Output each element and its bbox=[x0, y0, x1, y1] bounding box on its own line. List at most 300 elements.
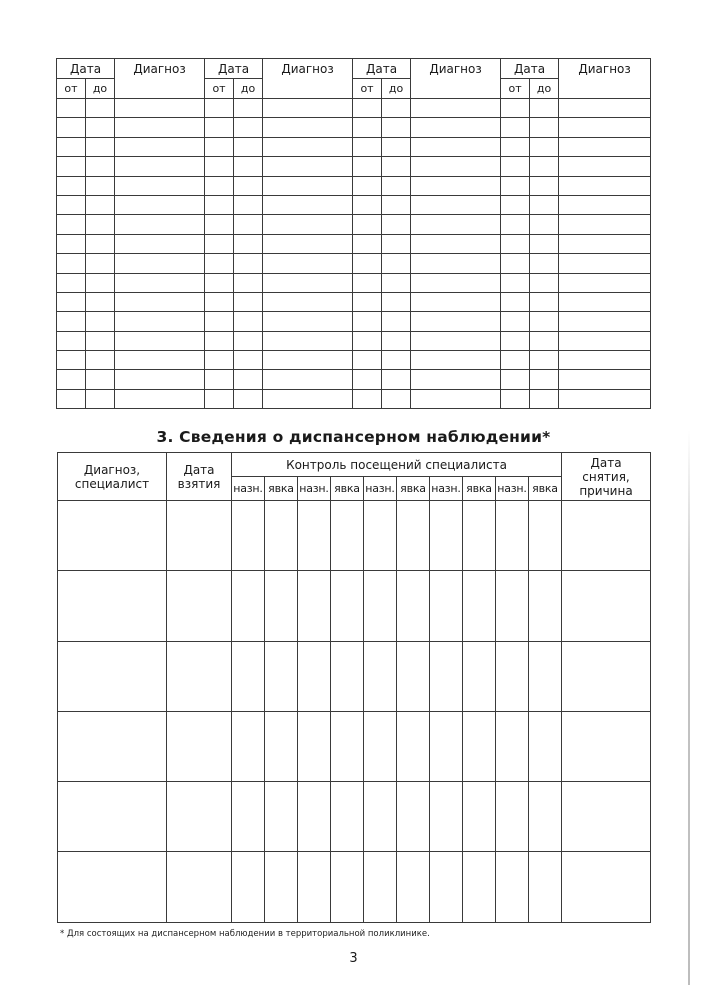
attendance-cell[interactable] bbox=[397, 852, 430, 922]
date-to-cell[interactable] bbox=[530, 370, 559, 389]
diagnosis-cell[interactable] bbox=[559, 312, 651, 331]
attendance-cell[interactable] bbox=[331, 501, 364, 571]
date-removed-cell[interactable] bbox=[562, 571, 651, 641]
diagnosis-cell[interactable] bbox=[115, 176, 205, 195]
diagnosis-cell[interactable] bbox=[559, 273, 651, 292]
date-from-cell[interactable] bbox=[57, 292, 86, 311]
date-from-cell[interactable] bbox=[57, 137, 86, 156]
diagnosis-cell[interactable] bbox=[411, 99, 501, 118]
date-from-cell[interactable] bbox=[205, 370, 234, 389]
attendance-cell[interactable] bbox=[331, 641, 364, 711]
diagnosis-cell[interactable] bbox=[411, 176, 501, 195]
diagnosis-cell[interactable] bbox=[263, 389, 353, 408]
date-from-cell[interactable] bbox=[205, 157, 234, 176]
diagnosis-specialist-cell[interactable] bbox=[58, 852, 167, 922]
date-from-cell[interactable] bbox=[205, 99, 234, 118]
date-to-cell[interactable] bbox=[234, 273, 263, 292]
diagnosis-header: Диагноз bbox=[411, 59, 501, 99]
assigned-header: назн. bbox=[232, 477, 265, 501]
diagnosis-header: Диагноз bbox=[559, 59, 651, 99]
date-from-cell[interactable] bbox=[353, 273, 382, 292]
date-from-cell[interactable] bbox=[205, 351, 234, 370]
assigned-cell[interactable] bbox=[232, 852, 265, 922]
date-from-cell[interactable] bbox=[501, 389, 530, 408]
assigned-cell[interactable] bbox=[430, 571, 463, 641]
attendance-cell[interactable] bbox=[529, 571, 562, 641]
date-from-cell[interactable] bbox=[205, 215, 234, 234]
date-to-cell[interactable] bbox=[234, 195, 263, 214]
assigned-cell[interactable] bbox=[430, 501, 463, 571]
table-row bbox=[57, 157, 651, 176]
date-to-cell[interactable] bbox=[382, 215, 411, 234]
diagnosis-cell[interactable] bbox=[411, 215, 501, 234]
date-from-cell[interactable] bbox=[205, 312, 234, 331]
date-from-cell[interactable] bbox=[353, 118, 382, 137]
date-from-cell[interactable] bbox=[57, 99, 86, 118]
date-to-cell[interactable] bbox=[86, 215, 115, 234]
diagnosis-cell[interactable] bbox=[263, 118, 353, 137]
date-removed-cell[interactable] bbox=[562, 641, 651, 711]
diagnosis-cell[interactable] bbox=[263, 99, 353, 118]
date-from-cell[interactable] bbox=[57, 118, 86, 137]
date-from-cell[interactable] bbox=[57, 176, 86, 195]
attendance-cell[interactable] bbox=[529, 501, 562, 571]
date-to-cell[interactable] bbox=[86, 137, 115, 156]
attendance-cell[interactable] bbox=[397, 501, 430, 571]
assigned-cell[interactable] bbox=[364, 641, 397, 711]
date-to-cell[interactable] bbox=[382, 312, 411, 331]
date-from-cell[interactable] bbox=[501, 99, 530, 118]
attendance-cell[interactable] bbox=[331, 782, 364, 852]
date-to-cell[interactable] bbox=[382, 254, 411, 273]
diagnosis-cell[interactable] bbox=[263, 254, 353, 273]
attendance-cell[interactable] bbox=[397, 782, 430, 852]
diagnosis-cell[interactable] bbox=[559, 99, 651, 118]
table-row bbox=[57, 273, 651, 292]
diagnosis-cell[interactable] bbox=[115, 370, 205, 389]
date-from-cell[interactable] bbox=[353, 137, 382, 156]
date-header: Дата bbox=[57, 59, 115, 79]
diagnosis-cell[interactable] bbox=[115, 118, 205, 137]
diagnosis-cell[interactable] bbox=[559, 176, 651, 195]
footnote: * Для состоящих на диспансерном наблюдении в территориальной поликлинике. bbox=[60, 929, 430, 939]
assigned-cell[interactable] bbox=[496, 501, 529, 571]
diagnosis-cell[interactable] bbox=[115, 215, 205, 234]
diagnosis-cell[interactable] bbox=[411, 234, 501, 253]
date-from-cell[interactable] bbox=[57, 273, 86, 292]
assigned-cell[interactable] bbox=[364, 782, 397, 852]
date-to-cell[interactable] bbox=[234, 292, 263, 311]
diagnosis-cell[interactable] bbox=[263, 351, 353, 370]
date-to-cell[interactable] bbox=[530, 351, 559, 370]
date-from-cell[interactable] bbox=[501, 331, 530, 350]
assigned-cell[interactable] bbox=[430, 852, 463, 922]
table-row bbox=[57, 370, 651, 389]
date-to-cell[interactable] bbox=[86, 351, 115, 370]
date-from-cell[interactable] bbox=[353, 331, 382, 350]
date-from-cell[interactable] bbox=[501, 234, 530, 253]
attendance-cell[interactable] bbox=[331, 571, 364, 641]
attendance-header: явка bbox=[397, 477, 430, 501]
diagnosis-cell[interactable] bbox=[559, 137, 651, 156]
date-to-cell[interactable] bbox=[382, 273, 411, 292]
diagnosis-cell[interactable] bbox=[263, 215, 353, 234]
table-row bbox=[58, 711, 651, 781]
assigned-cell[interactable] bbox=[232, 641, 265, 711]
date-from-cell[interactable] bbox=[57, 331, 86, 350]
attendance-cell[interactable] bbox=[463, 852, 496, 922]
diagnosis-specialist-cell[interactable] bbox=[58, 501, 167, 571]
date-to-cell[interactable] bbox=[86, 118, 115, 137]
date-to-cell[interactable] bbox=[234, 254, 263, 273]
date-taken-cell[interactable] bbox=[167, 501, 232, 571]
date-to-cell[interactable] bbox=[382, 331, 411, 350]
date-to-cell[interactable] bbox=[86, 273, 115, 292]
diagnosis-cell[interactable] bbox=[411, 312, 501, 331]
date-from-cell[interactable] bbox=[501, 215, 530, 234]
date-to-cell[interactable] bbox=[86, 176, 115, 195]
date-to-cell[interactable] bbox=[530, 331, 559, 350]
diagnosis-cell[interactable] bbox=[411, 389, 501, 408]
date-from-cell[interactable] bbox=[501, 292, 530, 311]
assigned-cell[interactable] bbox=[298, 782, 331, 852]
date-to-cell[interactable] bbox=[382, 99, 411, 118]
attendance-cell[interactable] bbox=[331, 852, 364, 922]
assigned-cell[interactable] bbox=[232, 571, 265, 641]
attendance-cell[interactable] bbox=[529, 852, 562, 922]
table-row bbox=[58, 852, 651, 922]
date-header: Дата bbox=[353, 59, 411, 79]
date-from-cell[interactable] bbox=[205, 234, 234, 253]
diagnosis-cell[interactable] bbox=[263, 273, 353, 292]
diagnosis-cell[interactable] bbox=[115, 292, 205, 311]
assigned-cell[interactable] bbox=[298, 852, 331, 922]
date-to-cell[interactable] bbox=[382, 176, 411, 195]
diagnosis-cell[interactable] bbox=[559, 157, 651, 176]
assigned-cell[interactable] bbox=[364, 852, 397, 922]
diagnosis-cell[interactable] bbox=[559, 118, 651, 137]
assigned-cell[interactable] bbox=[496, 641, 529, 711]
date-to-cell[interactable] bbox=[530, 176, 559, 195]
date-from-cell[interactable] bbox=[353, 351, 382, 370]
diagnosis-cell[interactable] bbox=[411, 137, 501, 156]
assigned-cell[interactable] bbox=[430, 711, 463, 781]
date-to-cell[interactable] bbox=[86, 292, 115, 311]
date-header: Дата bbox=[205, 59, 263, 79]
diagnosis-specialist-cell[interactable] bbox=[58, 571, 167, 641]
date-to-cell[interactable] bbox=[530, 312, 559, 331]
diagnosis-cell[interactable] bbox=[559, 234, 651, 253]
date-from-cell[interactable] bbox=[501, 370, 530, 389]
diagnosis-cell[interactable] bbox=[263, 292, 353, 311]
date-from-cell[interactable] bbox=[501, 195, 530, 214]
attendance-cell[interactable] bbox=[397, 711, 430, 781]
table-row bbox=[57, 118, 651, 137]
date-from-cell[interactable] bbox=[205, 137, 234, 156]
dispensary-table-body bbox=[58, 501, 651, 923]
date-taken-cell[interactable] bbox=[167, 641, 232, 711]
date-to-cell[interactable] bbox=[382, 137, 411, 156]
date-to-cell[interactable] bbox=[234, 312, 263, 331]
diagnosis-cell[interactable] bbox=[559, 389, 651, 408]
date-to-cell[interactable] bbox=[234, 389, 263, 408]
assigned-cell[interactable] bbox=[364, 501, 397, 571]
date-from-cell[interactable] bbox=[57, 234, 86, 253]
date-to-cell[interactable] bbox=[530, 292, 559, 311]
date-removed-cell[interactable] bbox=[562, 852, 651, 922]
date-to-cell[interactable] bbox=[530, 195, 559, 214]
date-from-cell[interactable] bbox=[353, 254, 382, 273]
date-to-header: до bbox=[86, 79, 115, 99]
diagnosis-cell[interactable] bbox=[263, 176, 353, 195]
assigned-cell[interactable] bbox=[232, 501, 265, 571]
date-from-cell[interactable] bbox=[353, 176, 382, 195]
date-to-cell[interactable] bbox=[382, 389, 411, 408]
date-to-cell[interactable] bbox=[530, 389, 559, 408]
date-to-cell[interactable] bbox=[234, 176, 263, 195]
diagnosis-cell[interactable] bbox=[263, 312, 353, 331]
attendance-cell[interactable] bbox=[265, 852, 298, 922]
date-from-cell[interactable] bbox=[353, 215, 382, 234]
date-to-header: до bbox=[382, 79, 411, 99]
attendance-cell[interactable] bbox=[529, 782, 562, 852]
date-to-cell[interactable] bbox=[86, 389, 115, 408]
diagnosis-specialist-header: Диагноз, специалист bbox=[58, 453, 167, 501]
diagnosis-cell[interactable] bbox=[115, 273, 205, 292]
assigned-cell[interactable] bbox=[232, 782, 265, 852]
assigned-header: назн. bbox=[364, 477, 397, 501]
assigned-cell[interactable] bbox=[430, 782, 463, 852]
date-from-cell[interactable] bbox=[501, 118, 530, 137]
date-to-cell[interactable] bbox=[86, 312, 115, 331]
diagnosis-cell[interactable] bbox=[263, 234, 353, 253]
date-taken-cell[interactable] bbox=[167, 571, 232, 641]
diagnosis-cell[interactable] bbox=[559, 254, 651, 273]
date-from-cell[interactable] bbox=[57, 351, 86, 370]
date-taken-cell[interactable] bbox=[167, 711, 232, 781]
date-to-cell[interactable] bbox=[234, 157, 263, 176]
date-from-cell[interactable] bbox=[205, 273, 234, 292]
diagnosis-cell[interactable] bbox=[115, 157, 205, 176]
diagnosis-cell[interactable] bbox=[115, 312, 205, 331]
date-from-cell[interactable] bbox=[501, 254, 530, 273]
diagnosis-cell[interactable] bbox=[115, 351, 205, 370]
attendance-cell[interactable] bbox=[265, 782, 298, 852]
diagnosis-cell[interactable] bbox=[115, 99, 205, 118]
date-to-header: до bbox=[234, 79, 263, 99]
date-to-cell[interactable] bbox=[234, 99, 263, 118]
date-from-cell[interactable] bbox=[57, 157, 86, 176]
diagnosis-cell[interactable] bbox=[559, 370, 651, 389]
diagnosis-cell[interactable] bbox=[411, 331, 501, 350]
date-to-cell[interactable] bbox=[382, 195, 411, 214]
diagnosis-cell[interactable] bbox=[411, 351, 501, 370]
table-row bbox=[57, 234, 651, 253]
date-from-header: от bbox=[57, 79, 86, 99]
date-to-cell[interactable] bbox=[530, 99, 559, 118]
date-from-cell[interactable] bbox=[57, 195, 86, 214]
diagnosis-cell[interactable] bbox=[115, 389, 205, 408]
date-from-cell[interactable] bbox=[205, 118, 234, 137]
attendance-cell[interactable] bbox=[397, 641, 430, 711]
diagnosis-cell[interactable] bbox=[115, 331, 205, 350]
date-to-cell[interactable] bbox=[530, 215, 559, 234]
diagnosis-cell[interactable] bbox=[411, 157, 501, 176]
date-from-cell[interactable] bbox=[57, 215, 86, 234]
attendance-cell[interactable] bbox=[463, 782, 496, 852]
attendance-header: явка bbox=[331, 477, 364, 501]
date-from-cell[interactable] bbox=[57, 254, 86, 273]
date-from-cell[interactable] bbox=[353, 99, 382, 118]
assigned-cell[interactable] bbox=[232, 711, 265, 781]
assigned-cell[interactable] bbox=[496, 711, 529, 781]
date-to-cell[interactable] bbox=[234, 137, 263, 156]
date-to-cell[interactable] bbox=[234, 118, 263, 137]
assigned-cell[interactable] bbox=[496, 852, 529, 922]
attendance-cell[interactable] bbox=[397, 571, 430, 641]
date-to-cell[interactable] bbox=[382, 370, 411, 389]
date-from-cell[interactable] bbox=[353, 157, 382, 176]
attendance-header: явка bbox=[265, 477, 298, 501]
attendance-cell[interactable] bbox=[463, 501, 496, 571]
visit-control-header: Контроль посещений специалиста bbox=[232, 453, 562, 477]
attendance-cell[interactable] bbox=[463, 571, 496, 641]
date-to-cell[interactable] bbox=[382, 234, 411, 253]
date-removed-cell[interactable] bbox=[562, 501, 651, 571]
date-to-cell[interactable] bbox=[382, 118, 411, 137]
date-to-cell[interactable] bbox=[86, 254, 115, 273]
diagnosis-cell[interactable] bbox=[411, 254, 501, 273]
date-taken-cell[interactable] bbox=[167, 852, 232, 922]
date-from-cell[interactable] bbox=[205, 195, 234, 214]
date-from-cell[interactable] bbox=[57, 389, 86, 408]
date-to-cell[interactable] bbox=[234, 331, 263, 350]
diagnosis-cell[interactable] bbox=[411, 118, 501, 137]
header-row bbox=[57, 59, 651, 79]
date-to-cell[interactable] bbox=[86, 234, 115, 253]
date-from-cell[interactable] bbox=[205, 292, 234, 311]
date-to-cell[interactable] bbox=[234, 234, 263, 253]
diagnosis-cell[interactable] bbox=[115, 234, 205, 253]
diagnosis-cell[interactable] bbox=[559, 331, 651, 350]
date-from-cell[interactable] bbox=[57, 312, 86, 331]
attendance-cell[interactable] bbox=[265, 571, 298, 641]
table-row bbox=[57, 137, 651, 156]
date-to-cell[interactable] bbox=[86, 99, 115, 118]
date-from-cell[interactable] bbox=[205, 389, 234, 408]
date-to-cell[interactable] bbox=[86, 195, 115, 214]
date-to-cell[interactable] bbox=[530, 273, 559, 292]
date-to-cell[interactable] bbox=[382, 292, 411, 311]
date-from-cell[interactable] bbox=[205, 176, 234, 195]
diagnosis-header: Диагноз bbox=[115, 59, 205, 99]
assigned-cell[interactable] bbox=[496, 571, 529, 641]
date-from-cell[interactable] bbox=[501, 176, 530, 195]
date-to-cell[interactable] bbox=[530, 137, 559, 156]
diagnosis-cell[interactable] bbox=[115, 254, 205, 273]
date-removed-cell[interactable] bbox=[562, 711, 651, 781]
attendance-cell[interactable] bbox=[265, 501, 298, 571]
diagnosis-cell[interactable] bbox=[559, 292, 651, 311]
diagnosis-cell[interactable] bbox=[411, 370, 501, 389]
date-from-cell[interactable] bbox=[501, 157, 530, 176]
diagnosis-cell[interactable] bbox=[411, 292, 501, 311]
date-from-cell[interactable] bbox=[205, 254, 234, 273]
diagnosis-cell[interactable] bbox=[559, 215, 651, 234]
assigned-cell[interactable] bbox=[298, 571, 331, 641]
date-to-cell[interactable] bbox=[86, 331, 115, 350]
date-from-cell[interactable] bbox=[353, 370, 382, 389]
diagnosis-specialist-cell[interactable] bbox=[58, 782, 167, 852]
page-binding-edge bbox=[688, 430, 690, 985]
diagnosis-cell[interactable] bbox=[263, 157, 353, 176]
assigned-cell[interactable] bbox=[496, 782, 529, 852]
date-to-cell[interactable] bbox=[530, 234, 559, 253]
diagnosis-specialist-cell[interactable] bbox=[58, 711, 167, 781]
attendance-cell[interactable] bbox=[463, 641, 496, 711]
date-to-cell[interactable] bbox=[530, 118, 559, 137]
date-to-cell[interactable] bbox=[234, 370, 263, 389]
diagnosis-cell[interactable] bbox=[411, 195, 501, 214]
date-taken-cell[interactable] bbox=[167, 782, 232, 852]
date-from-cell[interactable] bbox=[501, 273, 530, 292]
assigned-cell[interactable] bbox=[298, 501, 331, 571]
attendance-cell[interactable] bbox=[529, 641, 562, 711]
date-to-cell[interactable] bbox=[530, 254, 559, 273]
date-to-cell[interactable] bbox=[86, 370, 115, 389]
diagnosis-cell[interactable] bbox=[115, 137, 205, 156]
date-from-cell[interactable] bbox=[353, 389, 382, 408]
assigned-cell[interactable] bbox=[364, 711, 397, 781]
date-from-cell[interactable] bbox=[353, 312, 382, 331]
date-from-cell[interactable] bbox=[501, 137, 530, 156]
date-from-cell[interactable] bbox=[353, 292, 382, 311]
attendance-cell[interactable] bbox=[265, 641, 298, 711]
date-from-cell[interactable] bbox=[353, 234, 382, 253]
diagnosis-cell[interactable] bbox=[263, 370, 353, 389]
attendance-cell[interactable] bbox=[331, 711, 364, 781]
diagnosis-cell[interactable] bbox=[263, 195, 353, 214]
attendance-cell[interactable] bbox=[463, 711, 496, 781]
diagnosis-specialist-cell[interactable] bbox=[58, 641, 167, 711]
assigned-cell[interactable] bbox=[364, 571, 397, 641]
date-to-cell[interactable] bbox=[382, 351, 411, 370]
date-removed-cell[interactable] bbox=[562, 782, 651, 852]
diagnosis-cell[interactable] bbox=[411, 273, 501, 292]
date-from-cell[interactable] bbox=[501, 351, 530, 370]
attendance-cell[interactable] bbox=[265, 711, 298, 781]
date-to-cell[interactable] bbox=[86, 157, 115, 176]
diagnosis-cell[interactable] bbox=[559, 351, 651, 370]
diagnosis-cell[interactable] bbox=[559, 195, 651, 214]
date-from-cell[interactable] bbox=[205, 331, 234, 350]
date-to-cell[interactable] bbox=[234, 215, 263, 234]
diagnosis-cell[interactable] bbox=[263, 331, 353, 350]
assigned-cell[interactable] bbox=[298, 711, 331, 781]
date-to-cell[interactable] bbox=[530, 157, 559, 176]
date-to-cell[interactable] bbox=[382, 157, 411, 176]
date-from-cell[interactable] bbox=[57, 370, 86, 389]
diagnosis-cell[interactable] bbox=[263, 137, 353, 156]
diagnosis-cell[interactable] bbox=[115, 195, 205, 214]
date-from-cell[interactable] bbox=[501, 312, 530, 331]
attendance-cell[interactable] bbox=[529, 711, 562, 781]
date-to-cell[interactable] bbox=[234, 351, 263, 370]
date-removed-header: Дата снятия, причина bbox=[562, 453, 651, 501]
assigned-cell[interactable] bbox=[298, 641, 331, 711]
date-from-cell[interactable] bbox=[353, 195, 382, 214]
assigned-cell[interactable] bbox=[430, 641, 463, 711]
